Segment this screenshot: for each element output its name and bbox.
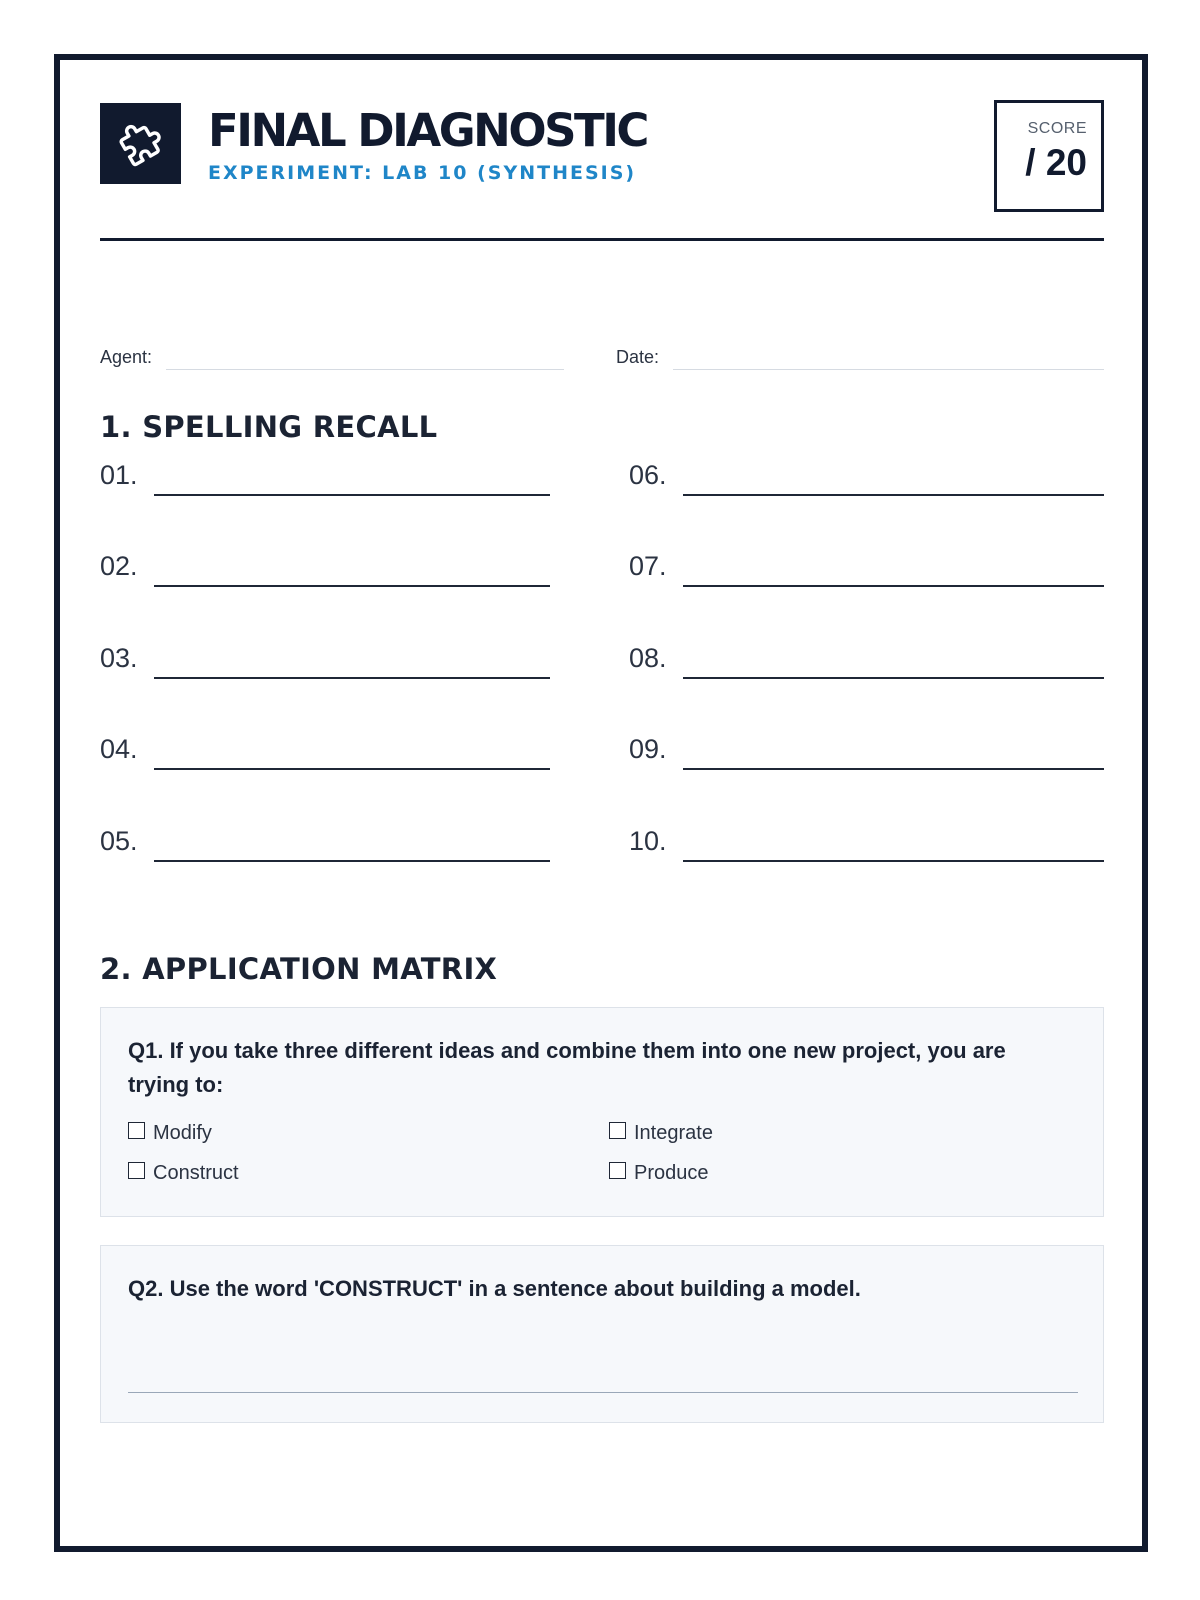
spelling-item [100,639,550,679]
checkbox[interactable] [609,1162,626,1179]
logo-badge [100,103,181,184]
question-text-q1: Q1. If you take three different ideas and combine them into one new project, you are trying to: [128,1038,1006,1097]
date-input-line[interactable] [673,369,1104,370]
answer-line[interactable] [154,494,550,496]
answer-line[interactable] [683,860,1104,862]
section-title-application: 2. APPLICATION MATRIX [100,952,498,986]
question-card-q1 [100,1007,1104,1217]
option-label: Construct [153,1162,239,1184]
student-info-row [100,340,1104,370]
item-number: 05. [100,826,138,856]
spelling-item [629,730,1104,770]
date-label: Date: [616,347,660,367]
answer-line[interactable] [683,677,1104,679]
spelling-item [629,639,1104,679]
date-field [616,340,1104,370]
q2-answer-line[interactable] [128,1392,1078,1393]
agent-label: Agent: [100,347,153,367]
item-number: 04. [100,734,138,764]
item-number: 06. [629,460,667,490]
item-number: 10. [629,826,667,856]
spelling-item [629,822,1104,862]
option-produce[interactable] [609,1162,709,1185]
agent-input-line[interactable] [166,369,564,370]
worksheet-header [100,100,1104,241]
option-integrate[interactable] [609,1122,713,1145]
checkbox[interactable] [128,1162,145,1179]
score-value: / 20 [1025,142,1087,183]
item-number: 08. [629,643,667,673]
item-number: 07. [629,551,667,581]
puzzle-icon [115,118,167,170]
spelling-item [629,547,1104,587]
option-construct[interactable] [128,1162,239,1185]
answer-line[interactable] [154,860,550,862]
agent-field [100,340,564,370]
page-subtitle: EXPERIMENT: LAB 10 (SYNTHESIS) [208,162,637,184]
checkbox[interactable] [609,1122,626,1139]
question-text-q2: Q2. Use the word 'CONSTRUCT' in a sentence about building a model. [128,1276,861,1301]
option-label: Produce [634,1162,709,1184]
answer-line[interactable] [154,585,550,587]
answer-line[interactable] [154,677,550,679]
answer-line[interactable] [683,494,1104,496]
item-number: 02. [100,551,138,581]
spelling-item [100,730,550,770]
page-title: FINAL DIAGNOSTIC [208,104,647,157]
option-label: Integrate [634,1122,713,1144]
spelling-item [100,547,550,587]
spelling-item [100,456,550,496]
worksheet-page [54,54,1148,1552]
option-modify[interactable] [128,1122,212,1145]
score-box [994,100,1104,212]
answer-line[interactable] [683,585,1104,587]
item-number: 03. [100,643,138,673]
question-card-q2 [100,1245,1104,1423]
answer-line[interactable] [154,768,550,770]
spelling-item [629,456,1104,496]
option-label: Modify [153,1122,212,1144]
answer-line[interactable] [683,768,1104,770]
item-number: 09. [629,734,667,764]
item-number: 01. [100,460,138,490]
section-title-spelling: 1. SPELLING RECALL [100,410,438,444]
checkbox[interactable] [128,1122,145,1139]
spelling-item [100,822,550,862]
worksheet-content [100,100,1104,1301]
score-label: SCORE [1027,120,1087,137]
